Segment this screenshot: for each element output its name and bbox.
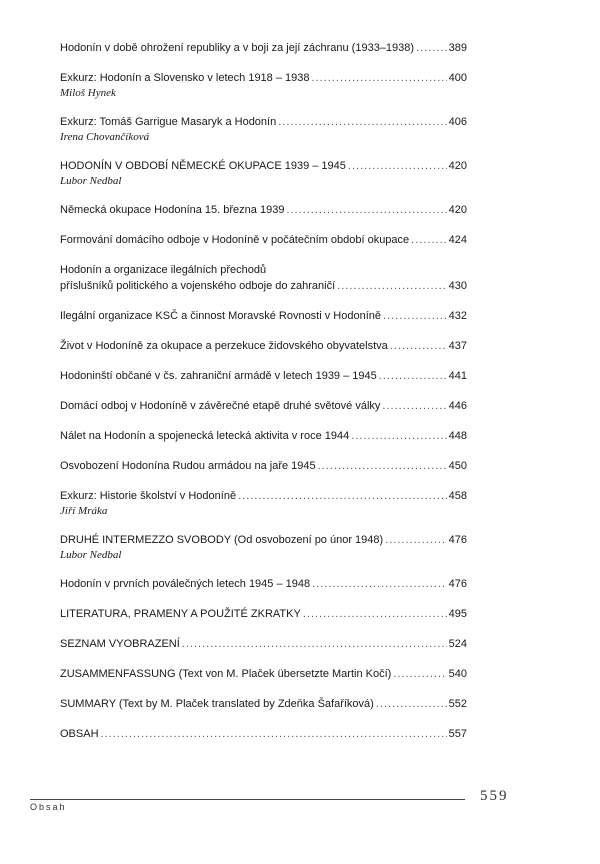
- toc-entry-author: Jiří Mráka: [60, 505, 108, 517]
- toc-entry: [60, 114, 467, 144]
- toc-entry: [60, 262, 467, 294]
- dot-leader: [382, 398, 446, 414]
- toc-entry-line: [60, 726, 467, 742]
- table-of-contents: [60, 40, 467, 756]
- toc-entry-author: Lubor Nedbal: [60, 549, 122, 561]
- toc-entry-page: 524: [448, 638, 467, 650]
- toc-entry-line: [60, 308, 467, 324]
- toc-entry: [60, 338, 467, 354]
- toc-entry-page: 441: [448, 370, 467, 382]
- dot-leader: [238, 488, 447, 504]
- toc-entry: [60, 202, 467, 218]
- toc-entry-title: LITERATURA, PRAMENY A POUŽITÉ ZKRATKY: [60, 608, 301, 620]
- footer-page-number: 559: [480, 788, 509, 804]
- toc-entry-page: 432: [448, 310, 467, 322]
- toc-entry-line: [60, 368, 467, 384]
- dot-leader: [303, 606, 447, 622]
- dot-leader: [337, 278, 446, 294]
- toc-entry-line: [60, 70, 467, 86]
- dot-leader: [376, 696, 447, 712]
- toc-entry-line: [60, 532, 467, 548]
- toc-entry-line: [60, 202, 467, 218]
- toc-entry-title: Exkurz: Tomáš Garrigue Masaryk a Hodonín: [60, 116, 277, 128]
- toc-entry-line: [60, 696, 467, 712]
- toc-entry-author: Lubor Nedbal: [60, 175, 122, 187]
- toc-entry-page: 450: [448, 460, 467, 472]
- toc-entry-page: 430: [448, 280, 467, 292]
- toc-entry-line: [60, 606, 467, 622]
- toc-entry-title: Ilegální organizace KSČ a činnost Moravské Rovnosti v Hodoníně: [60, 310, 382, 322]
- toc-entry: [60, 398, 467, 414]
- toc-entry-line: [60, 338, 467, 354]
- toc-entry-title: DRUHÉ INTERMEZZO SVOBODY (Od osvobození po únor 1948): [60, 534, 384, 546]
- toc-entry-line: [60, 458, 467, 474]
- toc-entry: [60, 40, 467, 56]
- dot-leader: [411, 232, 446, 248]
- dot-leader: [379, 368, 447, 384]
- toc-entry: [60, 458, 467, 474]
- toc-entry-line: [60, 40, 467, 56]
- toc-entry-page: 476: [448, 578, 467, 590]
- toc-entry-line: [60, 428, 467, 444]
- toc-entry-title: SUMMARY (Text by M. Plaček translated by Zdeňka Šafaříková): [60, 698, 374, 710]
- toc-entry-title: ZUSAMMENFASSUNG (Text von M. Plaček übersetzte Martin Kočí): [60, 668, 392, 680]
- toc-entry-author: Miloš Hynek: [60, 87, 116, 99]
- toc-entry: [60, 666, 467, 682]
- toc-entry-title: Německá okupace Hodonína 15. března 1939: [60, 204, 285, 216]
- toc-entry-page: 406: [448, 116, 467, 128]
- toc-entry-author: Irena Chovančíková: [60, 131, 150, 143]
- dot-leader: [182, 636, 447, 652]
- toc-entry-page: 420: [448, 160, 467, 172]
- toc-entry: [60, 726, 467, 742]
- toc-entry: [60, 428, 467, 444]
- toc-entry-title: Hodonín v době ohrožení republiky a v boji za její záchranu (1933–1938): [60, 42, 415, 54]
- toc-entry-line: [60, 576, 467, 592]
- toc-entry-line: [60, 636, 467, 652]
- toc-entry: [60, 576, 467, 592]
- toc-entry: [60, 636, 467, 652]
- toc-entry: [60, 70, 467, 100]
- toc-entry-title: OBSAH: [60, 728, 99, 740]
- toc-entry-page: 495: [448, 608, 467, 620]
- toc-entry-title: Domácí odboj v Hodoníně v závěrečné etapě druhé světové války: [60, 400, 381, 412]
- toc-entry-page: 389: [448, 42, 467, 54]
- toc-entry-page: 448: [448, 430, 467, 442]
- toc-entry-title: Nálet na Hodonín a spojenecká letecká aktivita v roce 1944: [60, 430, 350, 442]
- toc-entry-title: Formování domácího odboje v Hodoníně v počátečním období okupace: [60, 234, 410, 246]
- toc-entry-page: 476: [448, 534, 467, 546]
- toc-entry: [60, 158, 467, 188]
- dot-leader: [286, 202, 446, 218]
- toc-entry: [60, 232, 467, 248]
- dot-leader: [390, 338, 447, 354]
- toc-entry-title: Exkurz: Historie školství v Hodoníně: [60, 490, 237, 502]
- dot-leader: [383, 308, 447, 324]
- toc-entry-title-line1: Hodonín a organizace ilegálních přechodů: [60, 264, 267, 276]
- dot-leader: [393, 666, 446, 682]
- dot-leader: [348, 158, 447, 174]
- toc-entry-line: [60, 158, 467, 174]
- footer-section-label: Obsah: [30, 802, 67, 812]
- toc-entry: [60, 488, 467, 518]
- footer-rule: [30, 799, 465, 800]
- toc-entry-line: [60, 398, 467, 414]
- toc-entry-page: 540: [448, 668, 467, 680]
- toc-entry-title: Život v Hodoníně za okupace a perzekuce židovského obyvatelstva: [60, 340, 388, 352]
- toc-entry-title: Exkurz: Hodonín a Slovensko v letech 1918 – 1938: [60, 72, 310, 84]
- dot-leader: [416, 40, 447, 56]
- dot-leader: [101, 726, 447, 742]
- toc-entry-page: 557: [448, 728, 467, 740]
- toc-entry-page: 437: [448, 340, 467, 352]
- toc-entry: [60, 532, 467, 562]
- toc-entry-line: [60, 114, 467, 130]
- toc-entry-page: 552: [448, 698, 467, 710]
- toc-entry-title: HODONÍN V OBDOBÍ NĚMECKÉ OKUPACE 1939 – 1945: [60, 160, 346, 172]
- toc-entry-title: Hodoninští občané v čs. zahraniční armádě v letech 1939 – 1945: [60, 370, 377, 382]
- toc-entry: [60, 308, 467, 324]
- toc-entry-title: Hodonín v prvních poválečných letech 1945 – 1948: [60, 578, 311, 590]
- dot-leader: [318, 458, 447, 474]
- toc-entry-page: 420: [448, 204, 467, 216]
- toc-entry-line: [60, 232, 467, 248]
- toc-entry-line: [60, 666, 467, 682]
- toc-entry-title: Osvobození Hodonína Rudou armádou na jaře 1945: [60, 460, 316, 472]
- toc-entry-page: 446: [448, 400, 467, 412]
- toc-entry-title: SEZNAM VYOBRAZENÍ: [60, 638, 180, 650]
- toc-entry: [60, 606, 467, 622]
- toc-entry-page: 458: [448, 490, 467, 502]
- toc-entry-title: příslušníků politického a vojenského odboje do zahraničí: [60, 280, 336, 292]
- toc-entry-page: 400: [448, 72, 467, 84]
- dot-leader: [312, 70, 447, 86]
- dot-leader: [351, 428, 446, 444]
- toc-entry-line: [60, 488, 467, 504]
- toc-entry: [60, 696, 467, 712]
- toc-entry: [60, 368, 467, 384]
- dot-leader: [312, 576, 447, 592]
- toc-entry-page: 424: [448, 234, 467, 246]
- dot-leader: [385, 532, 446, 548]
- toc-entry-line: [60, 278, 467, 294]
- dot-leader: [278, 114, 446, 130]
